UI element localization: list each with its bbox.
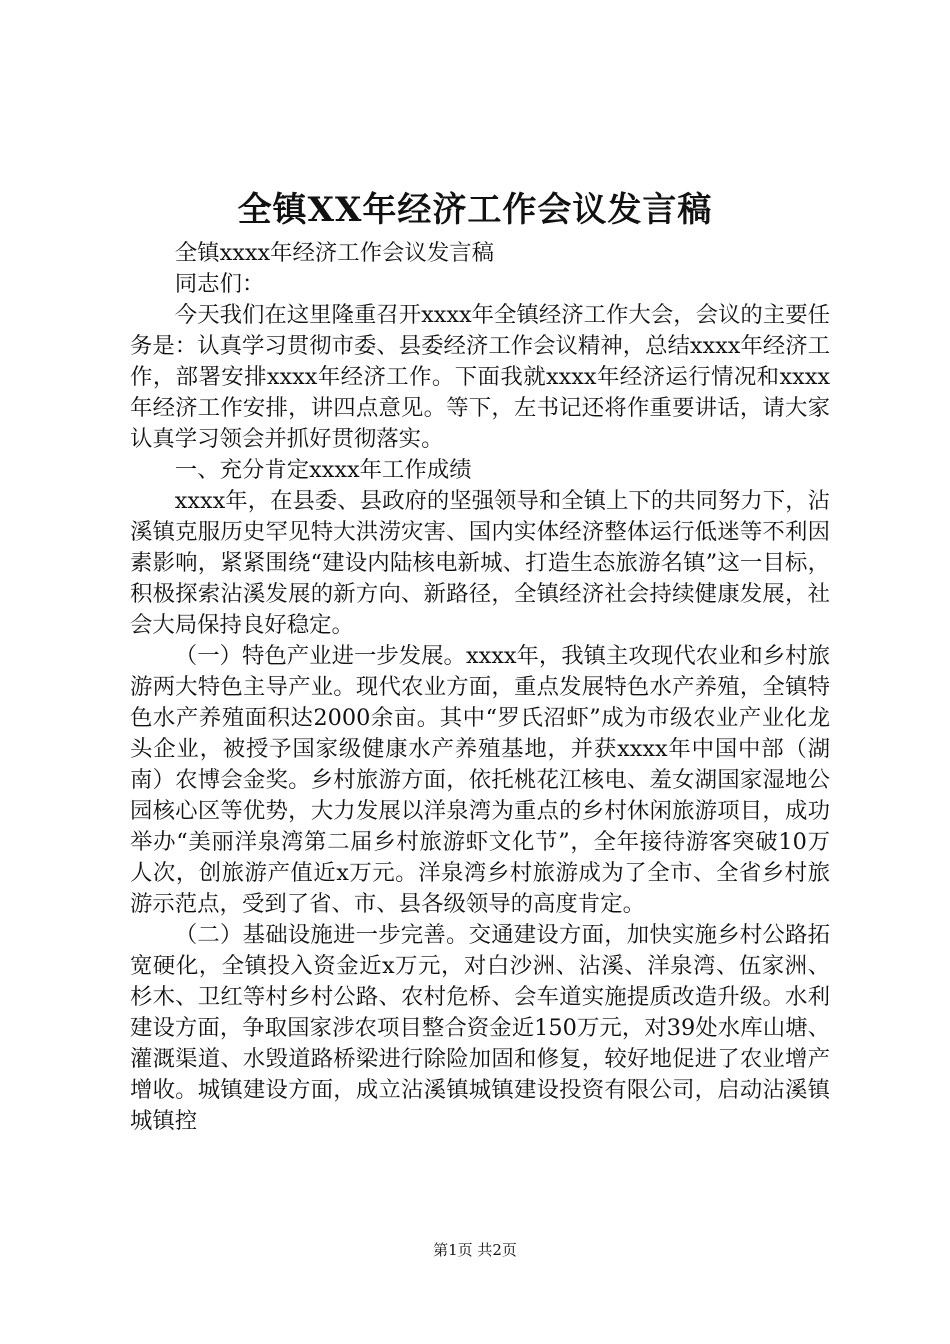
- paragraph-subtitle: 全镇xxxx年经济工作会议发言稿: [174, 240, 494, 266]
- paragraph-intro: 今天我们在这里隆重召开xxxx年全镇经济工作大会，会议的主要任务是：认真学习贯彻市委、县委经济工作会议精神，总结xxxx年经济工作，部署安排xxxx年经济工作。下面我就xxxx年经济运行情况和xxxx年经济工作安排，讲四点意见。等下，左书记还将作重要讲话，请大家认真学习领会并抓好贯彻落实。: [130, 302, 830, 452]
- paragraph-salutation: 同志们：: [174, 271, 265, 297]
- section-heading: 一、充分肯定xxxx年工作成绩: [174, 457, 472, 483]
- paragraph-infrastructure: （二）基础设施进一步完善。交通建设方面，加快实施乡村公路拓宽硬化，全镇投入资金近x万元，对白沙洲、沾溪、洋泉湾、伍家洲、杉木、卫红等村乡村公路、农村危桥、会车道实施提质改造升级。水利建设方面，争取国家涉农项目整合资金近150万元，对39处水库山塘、灌溉渠道、水毁道路桥梁进行除险加固和修复，较好地促进了农业增产增收。城镇建设方面，成立沾溪镇城镇建设投资有限公司，启动沾溪镇城镇控: [130, 922, 830, 1134]
- page-footer: 第1页 共2页: [433, 1241, 517, 1259]
- paragraph-industry: （一）特色产业进一步发展。xxxx年，我镇主攻现代农业和乡村旅游两大特色主导产业。现代农业方面，重点发展特色水产养殖，全镇特色水产养殖面积达2000余亩。其中“罗氏沼虾”成为市级农业产业化龙头企业，被授予国家级健康水产养殖基地，并获xxxx年中国中部（湖南）农博会金奖。乡村旅游方面，依托桃花江核电、羞女湖国家湿地公园核心区等优势，大力发展以洋泉湾为重点的乡村休闲旅游项目，成功举办“美丽洋泉湾第二届乡村旅游虾文化节”，全年接待游客突破10万人次，创旅游产值近x万元。洋泉湾乡村旅游成为了全市、全省乡村旅游示范点，受到了省、市、县各级领导的高度肯定。: [130, 643, 830, 917]
- paragraph-achievements: xxxx年，在县委、县政府的坚强领导和全镇上下的共同努力下，沾溪镇克服历史罕见特大洪涝灾害、国内实体经济整体运行低迷等不利因素影响，紧紧围绕“建设内陆核电新城、打造生态旅游名镇”这一目标，积极探索沾溪发展的新方向、新路径，全镇经济社会持续健康发展，社会大局保持良好稳定。: [130, 488, 830, 638]
- document-body: [130, 238, 830, 1137]
- document-title: 全镇XX年经济工作会议发言稿: [237, 190, 713, 230]
